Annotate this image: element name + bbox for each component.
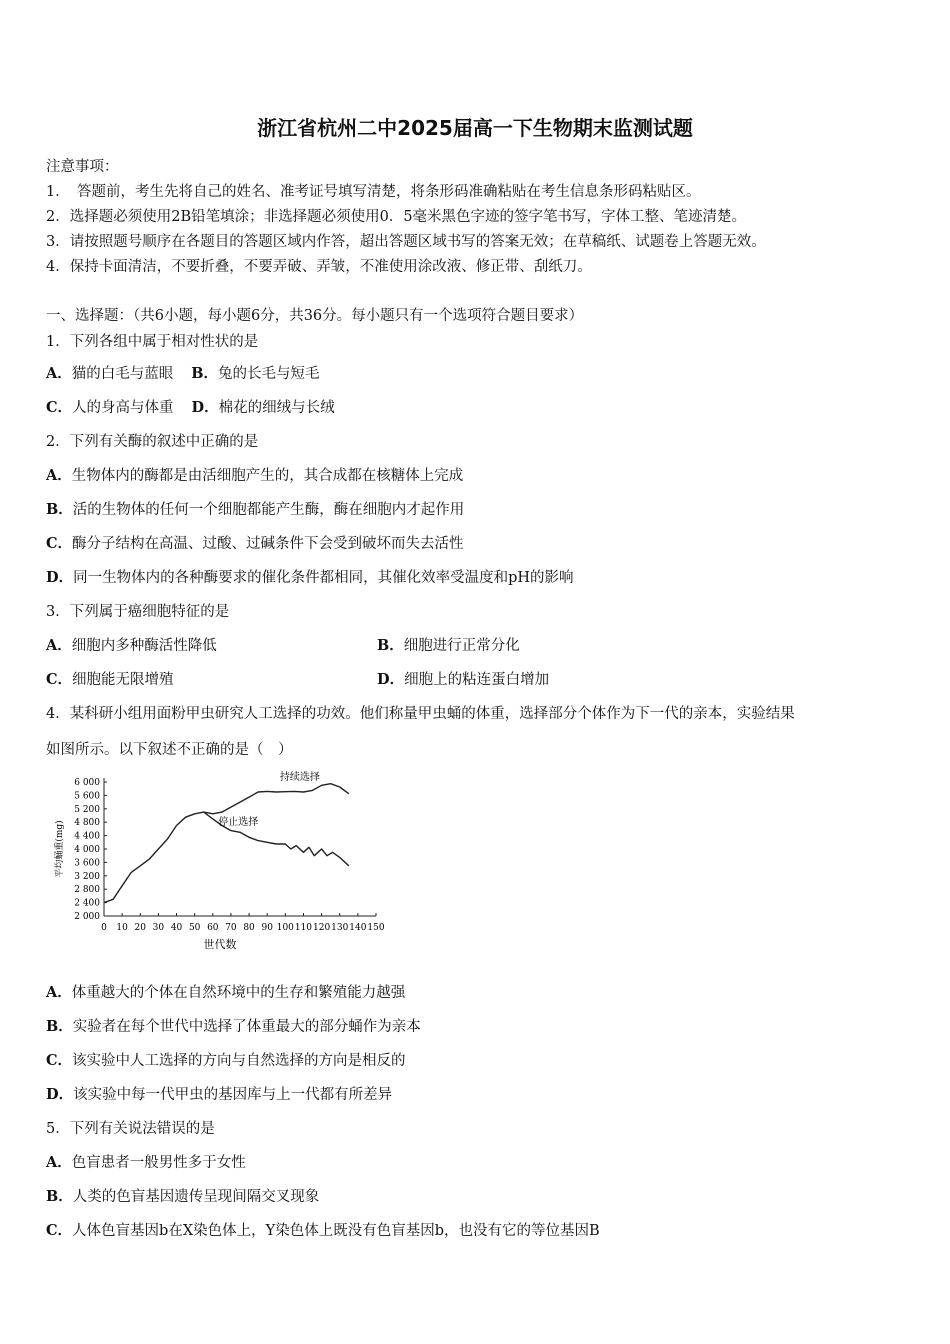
option-label: D． [46,1086,74,1103]
option-label: C． [46,399,73,416]
option-label: A． [46,467,72,484]
option-a: 体重越大的个体在自然环境中的生存和繁殖能力越强 [71,985,406,1001]
notice-item: 1． 答题前，考生先将自己的姓名、准考证号填写清楚，将条形码准确粘贴在考生信息条形码粘贴区。 [46,184,701,200]
series-label-continuous: 持续选择 [279,772,320,783]
option-label: A． [46,1154,72,1171]
notice-heading: 注意事项： [46,159,119,175]
question-2-option-d[interactable] [46,566,574,587]
x-tick-label: 20 [134,923,146,933]
series-label-stopped: 停止选择 [218,817,259,829]
x-tick-label: 70 [225,923,237,933]
series-line-continuous [104,784,349,903]
option-label: D． [191,399,219,416]
y-tick-label: 4 800 [74,818,100,829]
question-2-option-c[interactable] [46,532,464,553]
pupa-weight-chart [46,765,396,955]
question-4-stem-line2: 如图所示。以下叙述不正确的是（ ） [46,742,293,758]
option-d: 细胞上的粘连蛋白增加 [404,672,550,688]
option-a: 细胞内多种酶活性降低 [71,638,217,654]
option-c[interactable]: 人的身高与体重 [72,400,174,416]
question-5-option-c[interactable] [46,1219,600,1240]
option-label: C． [46,1052,73,1069]
option-label: C． [46,535,73,552]
option-label: A． [46,637,72,654]
y-tick-label: 3 600 [74,858,100,869]
x-tick-label: 150 [367,923,385,933]
option-label: B． [46,1018,73,1035]
option-label: B． [377,637,404,654]
x-axis-label: 世代数 [203,938,237,951]
question-1-options-cd [46,396,335,417]
y-tick-label: 2 400 [74,898,100,909]
option-b: 人类的色盲基因遗传呈现间隔交叉现象 [72,1189,320,1205]
y-tick-label: 2 800 [74,885,100,896]
question-1-stem: 1．下列各组中属于相对性状的是 [46,334,259,350]
y-tick-label: 5 200 [74,804,100,815]
x-tick-label: 140 [349,923,367,933]
question-4-option-d[interactable] [46,1083,392,1104]
question-5-option-a[interactable] [46,1151,246,1172]
option-label: B． [46,1188,73,1205]
x-tick-label: 100 [276,923,294,933]
option-a[interactable]: 猫的白毛与蓝眼 [71,366,174,382]
option-c: 酶分子结构在高温、过酸、过碱条件下会受到破坏而失去活性 [72,536,464,552]
x-tick-label: 40 [170,923,183,933]
y-tick-label: 6 000 [74,778,100,788]
x-tick-label: 120 [313,923,331,933]
option-label: D． [46,569,74,586]
x-tick-label: 0 [101,923,107,933]
x-tick-label: 60 [207,923,219,933]
notice-item: 3．请按照题号顺序在各题目的答题区域内作答，超出答题区域书写的答案无效；在草稿纸、试题卷上答题无效。 [46,234,766,250]
option-d[interactable]: 棉花的细绒与长绒 [218,400,335,416]
x-tick-label: 130 [331,923,349,933]
option-b[interactable]: 兔的长毛与短毛 [218,366,320,382]
question-2-option-a[interactable] [46,464,463,485]
x-tick-label: 80 [243,923,255,933]
option-d: 该实验中每一代甲虫的基因库与上一代都有所差异 [73,1087,393,1103]
section-heading: 一、选择题：（共6小题，每小题6分，共36分。每小题只有一个选项符合题目要求） [46,308,584,324]
option-label: B． [191,365,219,382]
question-2-stem: 2．下列有关酶的叙述中正确的是 [46,434,259,450]
question-5-option-b[interactable] [46,1185,319,1206]
option-a: 生物体内的酶都是由活细胞产生的，其合成都在核糖体上完成 [71,468,464,484]
option-label: B． [46,501,73,518]
question-4-option-c[interactable] [46,1049,406,1070]
question-3-option-c[interactable] [46,668,174,689]
y-tick-label: 5 600 [74,791,100,802]
y-tick-label: 3 200 [74,871,100,882]
question-3-option-a[interactable] [46,634,217,655]
option-d: 同一生物体内的各种酶要求的催化条件都相同，其催化效率受温度和pH的影响 [73,570,574,586]
x-tick-label: 50 [188,923,201,933]
option-c: 人体色盲基因b在X染色体上，Y染色体上既没有色盲基因b，也没有它的等位基因B [72,1223,600,1239]
option-label: C． [46,671,73,688]
y-tick-label: 2 000 [74,912,100,922]
page-title: 浙江省杭州二中2025届高一下生物期末监测试题 [257,116,693,140]
question-4-option-a[interactable] [46,981,405,1002]
question-3-option-d[interactable] [377,668,549,689]
x-tick-label: 10 [116,923,128,933]
x-tick-label: 110 [294,923,313,933]
y-tick-label: 4 000 [74,845,100,855]
option-label: D． [377,671,405,688]
x-tick-label: 30 [152,923,165,933]
option-a: 色盲患者一般男性多于女性 [71,1155,246,1171]
option-label: C． [46,1222,73,1239]
option-b: 实验者在每个世代中选择了体重最大的部分蛹作为亲本 [72,1019,421,1035]
notice-item: 2．选择题必须使用2B铅笔填涂；非选择题必须使用0．5毫米黑色字迹的签字笔书写，字体工整、笔迹清楚。 [46,209,747,225]
question-4-stem-line1: 4．某科研小组用面粉甲虫研究人工选择的功效。他们称量甲虫蛹的体重，选择部分个体作为下一代的亲本，实验结果 [46,706,795,722]
x-tick-label: 90 [261,923,273,933]
option-b: 细胞进行正常分化 [403,638,520,654]
option-label: A． [46,984,72,1001]
question-2-option-b[interactable] [46,498,464,519]
question-3-option-b[interactable] [377,634,520,655]
notice-item: 4．保持卡面清洁，不要折叠，不要弄破、弄皱，不准使用涂改液、修正带、刮纸刀。 [46,259,592,275]
y-tick-label: 4 400 [74,831,100,842]
option-b: 活的生物体的任何一个细胞都能产生酶，酶在细胞内才起作用 [72,502,465,518]
y-axis-label: 平均蛹重(mg) [55,820,65,878]
option-c: 该实验中人工选择的方向与自然选择的方向是相反的 [72,1053,406,1069]
question-5-stem: 5．下列有关说法错误的是 [46,1121,215,1137]
question-3-stem: 3．下列属于癌细胞特征的是 [46,604,230,620]
option-c: 细胞能无限增殖 [72,672,174,688]
option-label: A． [46,365,72,382]
question-1-options-ab [46,362,320,383]
question-4-option-b[interactable] [46,1015,421,1036]
